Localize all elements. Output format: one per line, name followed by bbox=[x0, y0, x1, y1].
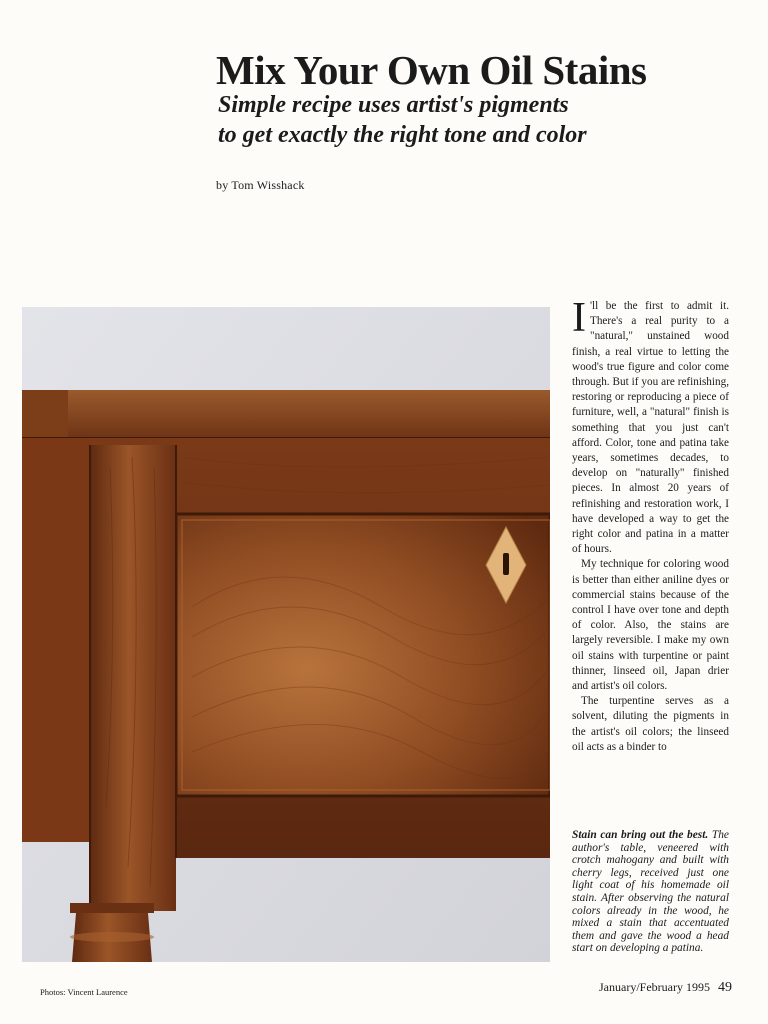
caption-lead: Stain can bring out the best. bbox=[572, 829, 709, 841]
caption-text: The author's table, veneered with crotch mahogany and built with cherry legs, received just one light coat of his homemade oil stain. After observing the natural colors already in the wood, he mixed a stain that accentuated them and gave the wood a head start on developing a patina. bbox=[572, 829, 729, 955]
body-paragraph-3: The turpentine serves as a solvent, diluting the pigments in the artist's oil colors; the linseed oil acts as a binder to bbox=[572, 695, 729, 753]
byline: by Tom Wisshack bbox=[216, 178, 305, 192]
issue-date: January/February 1995 bbox=[599, 980, 710, 994]
photo-caption bbox=[572, 829, 729, 955]
subtitle-line-2: to get exactly the right tone and color bbox=[218, 122, 587, 148]
article-body bbox=[572, 295, 729, 755]
body-paragraph-1-text: 'll be the first to admit it. There's a real purity to a "natural," unstained wood finish, a real virtue to letting the wood's true figure and color come through. But if you are refinishing, restoring or reproducing a piece of furniture, well, a "natural" finish is something that you just can't afford. Color, tone and patina take years, sometimes decades, to develop on "naturally" finished pieces. In almost 20 years of refinishing and restoration work, I have developed a way to get the right color and patina in a matter of hours. bbox=[572, 300, 729, 556]
body-paragraph-1 bbox=[572, 295, 729, 557]
body-paragraph-2: My technique for coloring wood is better than either aniline dyes or commercial stains because of the control I have over tone and depth of color. Also, the stains are largely reversible. I make my own oil stains with turpentine or paint thinner, linseed oil, Japan drier and artist's oil colors. bbox=[572, 558, 729, 693]
article-title: Mix Your Own Oil Stains bbox=[216, 47, 647, 93]
page-number: 49 bbox=[718, 980, 732, 995]
subtitle-line-1: Simple recipe uses artist's pigments bbox=[218, 92, 569, 118]
article-subtitle bbox=[218, 90, 587, 150]
photo-credit: Photos: Vincent Laurence bbox=[40, 987, 128, 997]
page-folio bbox=[599, 980, 732, 996]
drop-cap: I bbox=[572, 295, 586, 341]
table-photo bbox=[22, 307, 550, 962]
